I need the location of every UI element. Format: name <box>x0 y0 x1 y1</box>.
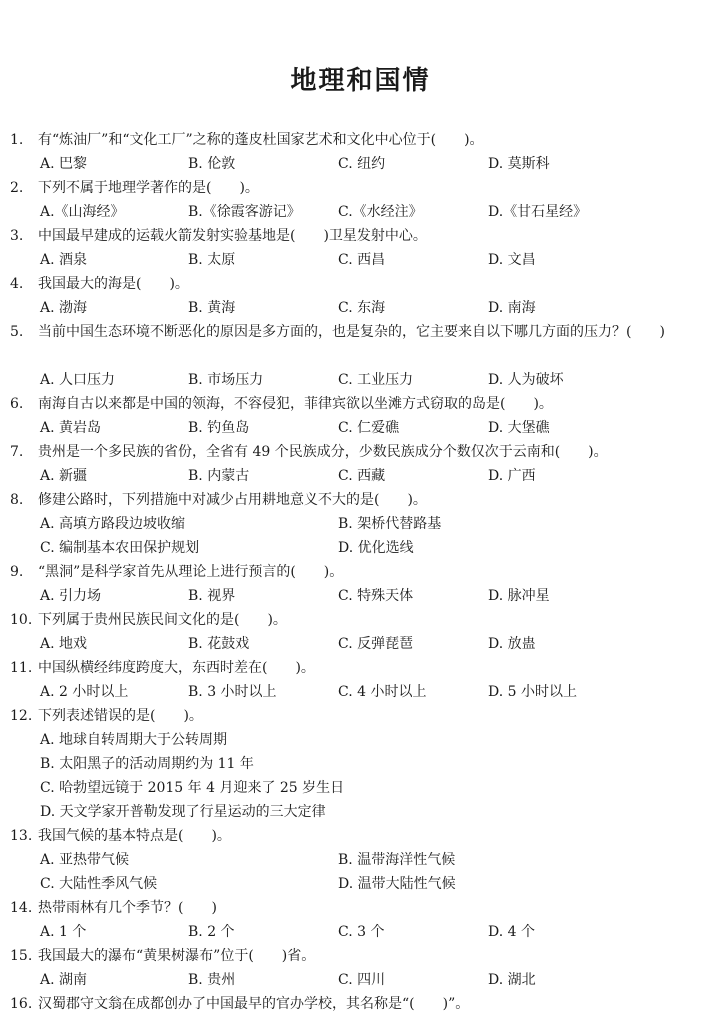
option-d: D. 莫斯科 <box>488 156 550 172</box>
option-c: C. 特殊天体 <box>338 588 414 604</box>
option-d: D. 南海 <box>488 300 536 316</box>
option-a: A. 人口压力 <box>40 372 116 388</box>
option-a: A. 渤海 <box>40 300 88 316</box>
option-a: A. 新疆 <box>40 468 88 484</box>
question-number: 1. <box>10 132 24 148</box>
question-1 <box>10 128 716 176</box>
question-stem <box>10 992 716 1016</box>
question-15 <box>10 944 716 992</box>
question-number: 2. <box>10 180 24 196</box>
question-stem <box>10 944 716 968</box>
option-c: C. 工业压力 <box>338 372 414 388</box>
option-a: A. 亚热带气候 <box>40 852 130 868</box>
option-c: C. 编制基本农田保护规划 <box>40 540 200 556</box>
question-stem <box>10 320 716 368</box>
question-stem <box>10 440 716 464</box>
question-number: 14. <box>10 900 33 916</box>
question-number: 4. <box>10 276 24 292</box>
option-c: C. 哈勃望远镜于 2015 年 4 月迎来了 25 岁生日 <box>40 780 345 796</box>
question-stem <box>10 224 716 248</box>
question-text: 中国最早建成的运载火箭发射实验基地是( )卫星发射中心。 <box>38 228 427 244</box>
question-stem <box>10 488 716 512</box>
option-d: D. 广西 <box>488 468 536 484</box>
option-row <box>10 152 716 176</box>
option-row <box>10 800 716 824</box>
question-number: 7. <box>10 444 24 460</box>
option-row <box>10 680 716 704</box>
question-stem <box>10 560 716 584</box>
option-a: A. 引力场 <box>40 588 102 604</box>
option-b: B. 伦敦 <box>188 156 236 172</box>
option-row <box>10 368 716 392</box>
question-text: 贵州是一个多民族的省份，全省有 49 个民族成分，少数民族成分个数仅次于云南和( )。 <box>38 444 608 460</box>
question-text: 修建公路时，下列措施中对减少占用耕地意义不大的是( )。 <box>38 492 427 508</box>
option-b: B. 花鼓戏 <box>188 636 250 652</box>
question-7 <box>10 440 716 488</box>
question-text: 下列属于贵州民族民间文化的是( )。 <box>38 612 287 628</box>
option-c: C. 4 小时以上 <box>338 684 427 700</box>
option-a: A. 酒泉 <box>40 252 88 268</box>
question-list <box>10 128 716 1016</box>
question-number: 12. <box>10 708 33 724</box>
question-stem <box>10 824 716 848</box>
option-row <box>10 464 716 488</box>
question-10 <box>10 608 716 656</box>
question-text: 南海自古以来都是中国的领海，不容侵犯，菲律宾欲以坐滩方式窃取的岛是( )。 <box>38 396 553 412</box>
option-d: D. 湖北 <box>488 972 536 988</box>
option-row <box>10 920 716 944</box>
option-d: D. 温带大陆性气候 <box>338 876 456 892</box>
question-number: 13. <box>10 828 33 844</box>
question-number: 9. <box>10 564 24 580</box>
question-stem <box>10 128 716 152</box>
option-row <box>10 584 716 608</box>
option-row <box>10 416 716 440</box>
question-text: 汉蜀郡守文翁在成都创办了中国最早的官办学校，其名称是“( )”。 <box>38 996 470 1012</box>
option-row <box>10 848 716 872</box>
option-d: D. 放蛊 <box>488 636 536 652</box>
option-c: C. 反弹琵琶 <box>338 636 414 652</box>
question-text: 中国纵横经纬度跨度大，东西时差在( )。 <box>38 660 315 676</box>
option-b: B. 黄海 <box>188 300 236 316</box>
question-number: 8. <box>10 492 24 508</box>
option-c: C. 3 个 <box>338 924 385 940</box>
option-row <box>10 296 716 320</box>
question-number: 10. <box>10 612 33 628</box>
option-b: B. 太原 <box>188 252 236 268</box>
option-d: D. 大堡礁 <box>488 420 550 436</box>
question-number: 3. <box>10 228 24 244</box>
option-c: C. 东海 <box>338 300 386 316</box>
option-b: B. 钓鱼岛 <box>188 420 250 436</box>
question-6 <box>10 392 716 440</box>
question-9 <box>10 560 716 608</box>
option-d: D. 文昌 <box>488 252 536 268</box>
option-a: A. 2 小时以上 <box>40 684 129 700</box>
option-d: D.《甘石星经》 <box>488 204 588 220</box>
question-12 <box>10 704 716 824</box>
option-a: A. 黄岩岛 <box>40 420 102 436</box>
question-stem <box>10 656 716 680</box>
option-row <box>10 776 716 800</box>
option-a: A. 地球自转周期大于公转周期 <box>40 732 228 748</box>
question-text: 下列表述错误的是( )。 <box>38 708 203 724</box>
question-text: “黑洞”是科学家首先从理论上进行预言的( )。 <box>38 564 344 580</box>
question-text: 有“炼油厂”和“文化工厂”之称的蓬皮杜国家艺术和文化中心位于( )。 <box>38 132 484 148</box>
question-stem <box>10 392 716 416</box>
option-d: D. 5 小时以上 <box>488 684 577 700</box>
question-text: 我国最大的瀑布“黄果树瀑布”位于( )省。 <box>38 948 316 964</box>
question-4 <box>10 272 716 320</box>
question-text: 当前中国生态环境不断恶化的原因是多方面的，也是复杂的，它主要来自以下哪几方面的压力？( ) <box>38 324 665 340</box>
option-c: C. 仁爱礁 <box>338 420 400 436</box>
option-c: C. 纽约 <box>338 156 386 172</box>
option-b: B. 架桥代替路基 <box>338 516 442 532</box>
option-c: C.《水经注》 <box>338 204 423 220</box>
option-row <box>10 512 716 536</box>
question-number: 6. <box>10 396 24 412</box>
page-title: 地理和国情 <box>290 66 431 96</box>
option-b: B. 3 小时以上 <box>188 684 277 700</box>
question-2 <box>10 176 716 224</box>
question-number: 5. <box>10 324 24 340</box>
question-number: 16. <box>10 996 33 1012</box>
question-8 <box>10 488 716 560</box>
question-3 <box>10 224 716 272</box>
option-b: B. 贵州 <box>188 972 236 988</box>
option-b: B. 太阳黑子的活动周期约为 11 年 <box>40 756 254 772</box>
option-row <box>10 872 716 896</box>
question-11 <box>10 656 716 704</box>
option-a: A. 巴黎 <box>40 156 88 172</box>
question-text: 我国最大的海是( )。 <box>38 276 189 292</box>
option-d: D. 优化选线 <box>338 540 414 556</box>
option-d: D. 人为破坏 <box>488 372 564 388</box>
question-stem <box>10 704 716 728</box>
option-row <box>10 632 716 656</box>
option-row <box>10 968 716 992</box>
option-b: B. 视界 <box>188 588 236 604</box>
question-text: 下列不属于地理学著作的是( )。 <box>38 180 259 196</box>
question-stem <box>10 176 716 200</box>
option-b: B. 市场压力 <box>188 372 264 388</box>
option-a: A. 高填方路段边坡收缩 <box>40 516 186 532</box>
question-number: 11. <box>10 660 33 676</box>
option-d: D. 脉冲星 <box>488 588 550 604</box>
option-d: D. 天文学家开普勒发现了行星运动的三大定律 <box>40 804 326 820</box>
option-b: B. 2 个 <box>188 924 235 940</box>
option-a: A. 湖南 <box>40 972 88 988</box>
question-16 <box>10 992 716 1016</box>
question-text: 热带雨林有几个季节？( ) <box>38 900 217 916</box>
option-c: C. 西昌 <box>338 252 386 268</box>
option-row <box>10 752 716 776</box>
option-a: A. 地戏 <box>40 636 88 652</box>
question-stem <box>10 896 716 920</box>
option-c: C. 大陆性季风气候 <box>40 876 158 892</box>
option-a: A.《山海经》 <box>40 204 125 220</box>
option-a: A. 1 个 <box>40 924 87 940</box>
option-row <box>10 200 716 224</box>
option-d: D. 4 个 <box>488 924 535 940</box>
option-row <box>10 248 716 272</box>
option-row <box>10 536 716 560</box>
option-c: C. 西藏 <box>338 468 386 484</box>
question-5 <box>10 320 716 392</box>
option-b: B. 内蒙古 <box>188 468 250 484</box>
option-b: B.《徐霞客游记》 <box>188 204 301 220</box>
option-row <box>10 728 716 752</box>
question-13 <box>10 824 716 896</box>
option-b: B. 温带海洋性气候 <box>338 852 456 868</box>
question-number: 15. <box>10 948 33 964</box>
question-stem <box>10 272 716 296</box>
question-stem <box>10 608 716 632</box>
option-c: C. 四川 <box>338 972 386 988</box>
question-text: 我国气候的基本特点是( )。 <box>38 828 231 844</box>
question-14 <box>10 896 716 944</box>
